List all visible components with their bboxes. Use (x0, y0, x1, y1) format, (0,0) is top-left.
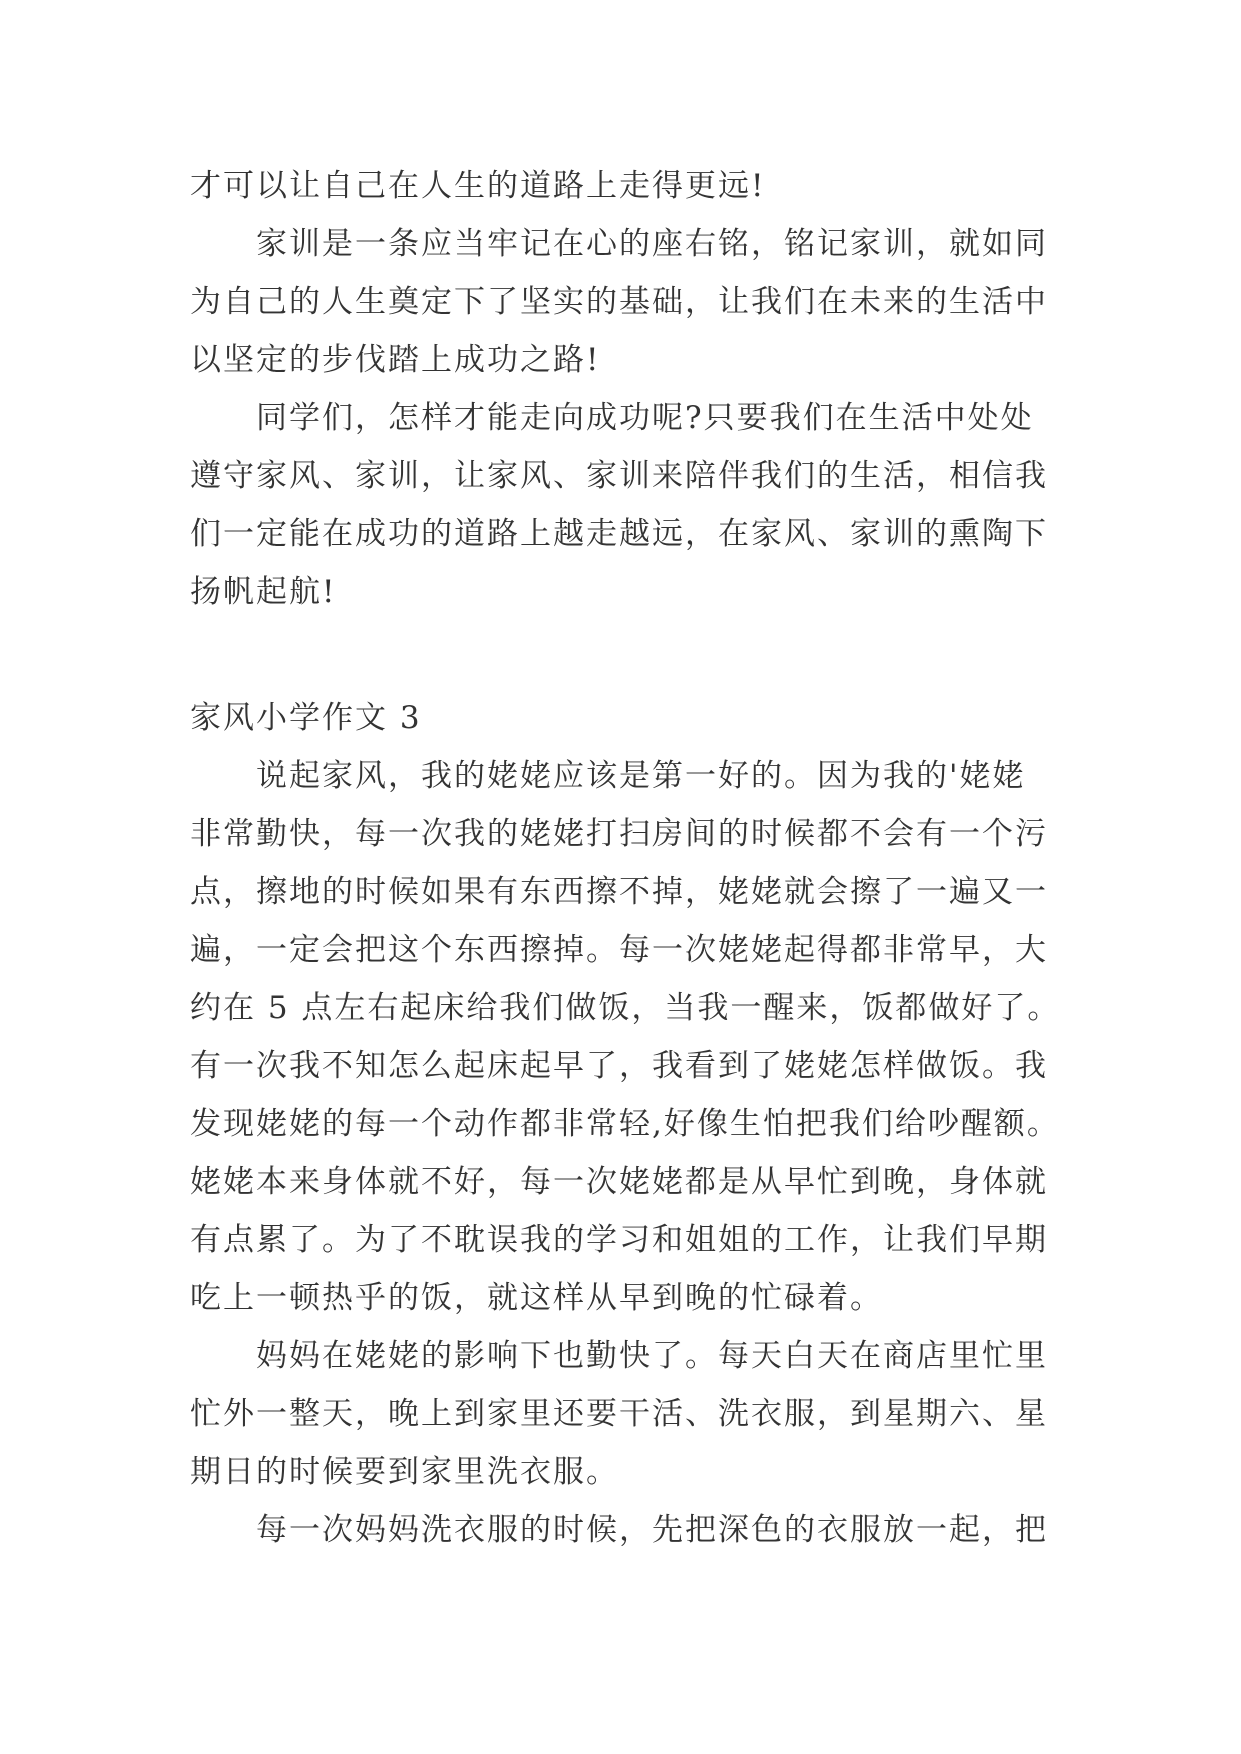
text-line: 忙外一整天，晚上到家里还要干活、洗衣服，到星期六、星 (190, 1396, 1048, 1432)
text-line: 期日的时候要到家里洗衣服。 (190, 1454, 619, 1490)
section-title: 家风小学作文 3 (190, 700, 422, 736)
text-line: 姥姥本来身体就不好，每一次姥姥都是从早忙到晚，身体就 (190, 1164, 1048, 1200)
text-line: 们一定能在成功的道路上越走越远，在家风、家训的熏陶下 (190, 516, 1048, 552)
text-line: 发现姥姥的每一个动作都非常轻,好像生怕把我们给吵醒额。 (190, 1106, 1060, 1142)
text-line: 以坚定的步伐踏上成功之路! (190, 342, 601, 378)
paragraph-start-line: 家训是一条应当牢记在心的座右铭，铭记家训，就如同 (256, 226, 1048, 262)
text-line: 扬帆起航! (190, 574, 337, 610)
text-line: 遍，一定会把这个东西擦掉。每一次姥姥起得都非常早，大 (190, 932, 1048, 968)
text-line: 有点累了。为了不耽误我的学习和姐姐的工作，让我们早期 (190, 1222, 1048, 1258)
text-line: 点，擦地的时候如果有东西擦不掉，姥姥就会擦了一遍又一 (190, 874, 1048, 910)
document-body (190, 157, 1070, 1559)
text-line: 才可以让自己在人生的道路上走得更远! (190, 168, 766, 204)
text-line: 非常勤快，每一次我的姥姥打扫房间的时候都不会有一个污 (190, 816, 1048, 852)
text-line: 遵守家风、家训，让家风、家训来陪伴我们的生活，相信我 (190, 458, 1048, 494)
paragraph-start-line: 说起家风，我的姥姥应该是第一好的。因为我的'姥姥 (256, 758, 1026, 794)
paragraph-start-line: 同学们，怎样才能走向成功呢?只要我们在生活中处处 (256, 400, 1034, 436)
text-line: 吃上一顿热乎的饭，就这样从早到晚的忙碌着。 (190, 1280, 883, 1316)
text-line: 为自己的人生奠定下了坚实的基础，让我们在未来的生活中 (190, 284, 1048, 320)
paragraph-start-line: 妈妈在姥姥的影响下也勤快了。每天白天在商店里忙里 (256, 1338, 1048, 1374)
paragraph-start-line: 每一次妈妈洗衣服的时候，先把深色的衣服放一起，把 (256, 1512, 1048, 1548)
text-line: 约在 5 点左右起床给我们做饭，当我一醒来，饭都做好了。 (190, 990, 1061, 1026)
text-line: 有一次我不知怎么起床起早了，我看到了姥姥怎样做饭。我 (190, 1048, 1048, 1084)
